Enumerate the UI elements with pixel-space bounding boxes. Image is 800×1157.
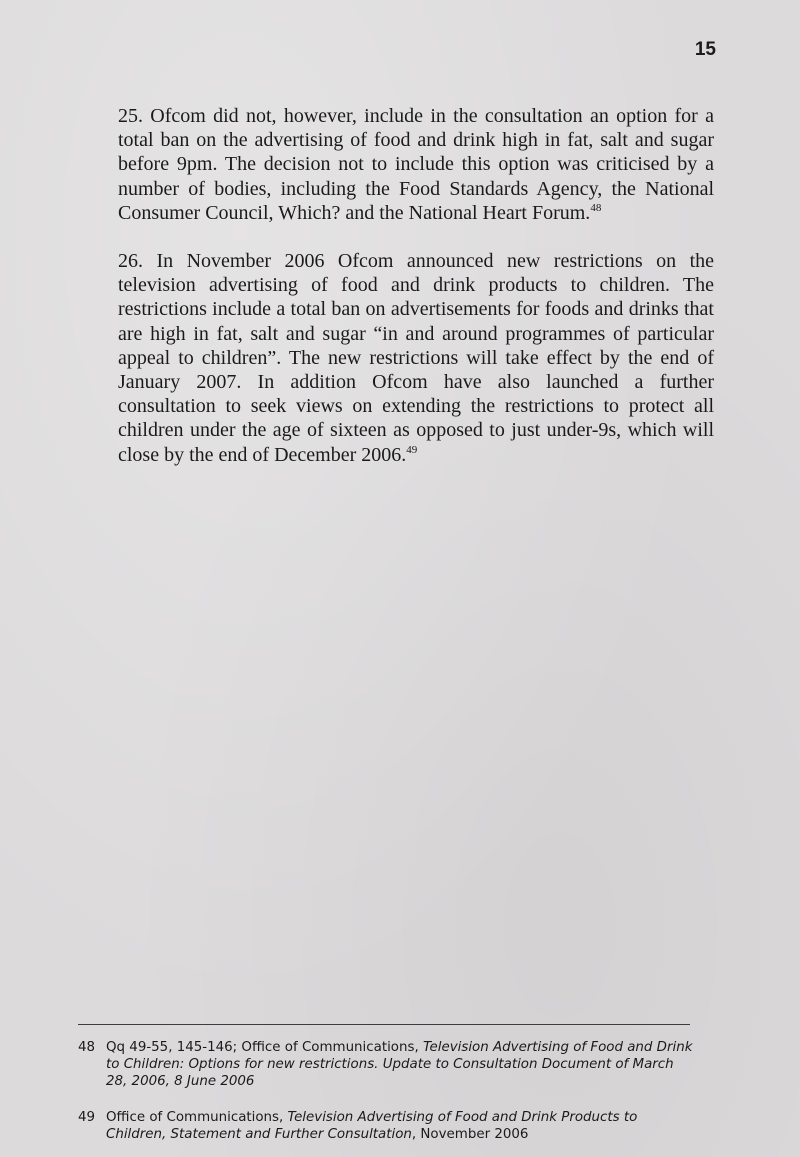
page-number: 15 (694, 39, 716, 60)
footnote-suffix: , November 2006 (411, 1127, 529, 1142)
footnote-reference[interactable]: 48 (590, 201, 602, 214)
footnote-number: 49 (78, 1110, 96, 1125)
body-text (118, 104, 714, 491)
footnote-title: Television Advertising of Food and Drink Products to Children, Statement and Further Consultation (106, 1110, 638, 1142)
footnote-text (106, 1109, 698, 1143)
paragraph-26 (118, 249, 714, 467)
footnote-prefix: Qq 49-55, 145-146; Office of Communications, (106, 1040, 423, 1055)
paragraph-number: 26. (118, 250, 143, 273)
footnote-48 (78, 1039, 698, 1090)
paragraph-text: Ofcom did not, however, include in the consultation an option for a total ban on the advertising of food and drink high in fat, salt and sugar before 9pm. The decision not to include this option was criticised by a number of bodies, including the Food Standards Agency, the National Consumer Council, Which? and the National Heart Forum. (118, 105, 715, 224)
footnote-text (106, 1039, 698, 1090)
footnotes (78, 1039, 698, 1157)
footnote-prefix: Office of Communications, (106, 1110, 288, 1125)
footnote-49 (78, 1109, 698, 1143)
footnote-number: 48 (78, 1040, 96, 1055)
paragraph-number: 25. (118, 105, 143, 127)
paragraph-25 (118, 104, 714, 225)
paragraph-text: In November 2006 Ofcom announced new restrictions on the television advertising of food and drink products to children. The restrictions include a total ban on advertisements for foods and drinks that are high in fat, salt and sugar “in and around programmes of particular appeal to children”. The new restrictions will take effect by the end of January 2007. In addition Ofcom have also launched a further consultation to seek views on extending the restrictions to protect all children under the age of sixteen as opposed to just under-9s, which will close by the end of December 2006. (118, 250, 714, 466)
footnote-title: Television Advertising of Food and Drink to Children: Options for new restrictions. Update to Consultation Document of March 28, 2006, 8 June 2006 (106, 1040, 693, 1089)
footnote-reference[interactable]: 49 (406, 443, 418, 456)
footnote-divider (78, 1024, 690, 1025)
